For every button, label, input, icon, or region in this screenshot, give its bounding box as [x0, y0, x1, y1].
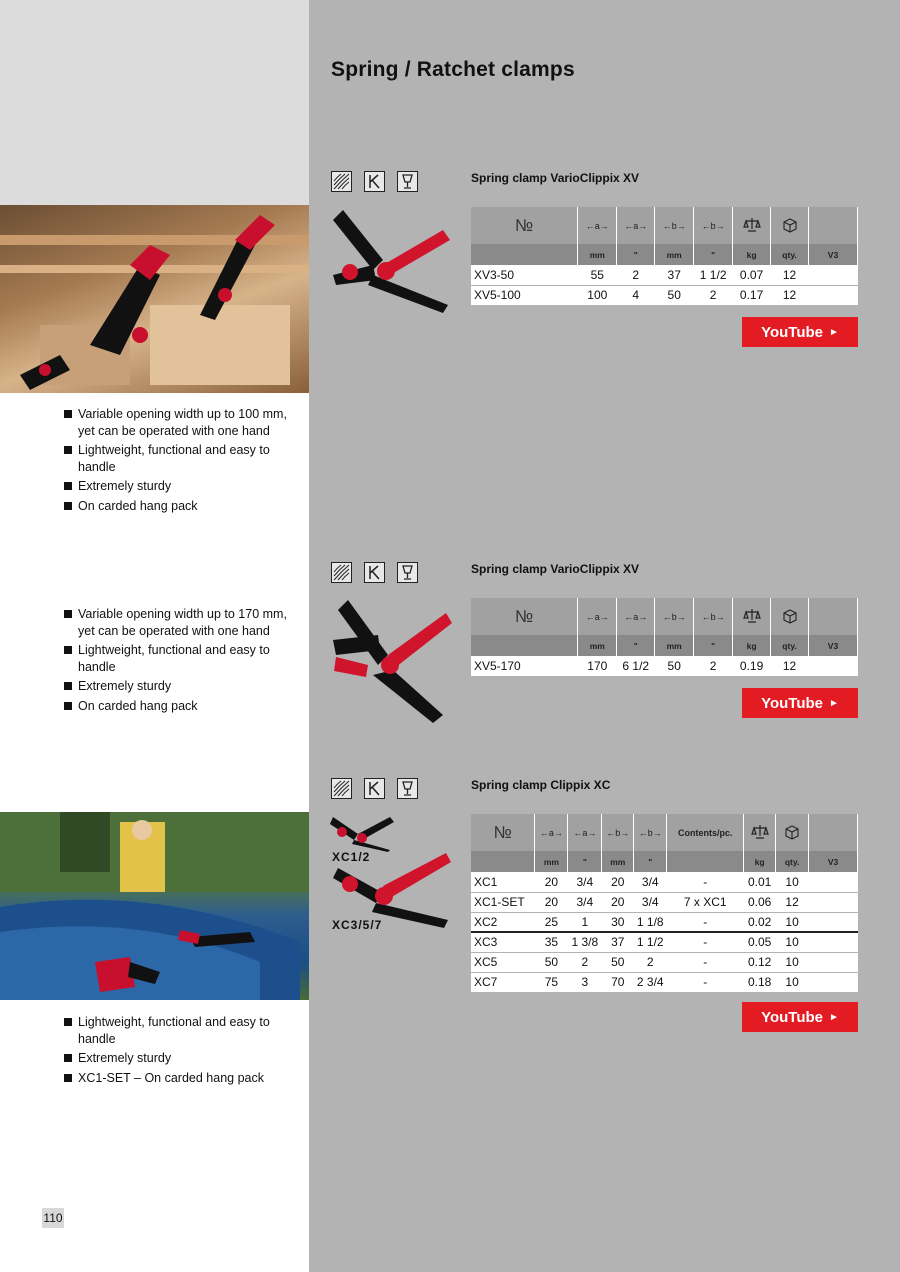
table-cell: 25	[535, 912, 568, 932]
play-icon: ►	[829, 1011, 839, 1023]
table-cell: 7 x XC1	[667, 892, 744, 912]
table-cell: 12	[776, 892, 809, 912]
feature-item: XC1-SET – On carded hang pack	[64, 1070, 304, 1087]
unit-cell: qty.	[771, 635, 809, 656]
table-cell: 12	[771, 265, 809, 285]
feature-item: On carded hang pack	[64, 698, 304, 715]
unit-cell: kg	[744, 851, 776, 872]
v3-header	[809, 207, 858, 244]
dim-a-icon: ←a→	[578, 598, 617, 635]
article-number: XV5-170	[471, 656, 578, 676]
table-cell: 100	[578, 285, 617, 305]
feature-item: Lightweight, functional and easy to handle	[64, 1014, 304, 1047]
unit-cell: "	[617, 244, 655, 265]
article-number: XC2	[471, 912, 535, 932]
table-cell: 12	[771, 285, 809, 305]
photo-tarp-clamps	[0, 812, 309, 1000]
table-cell: 2 3/4	[634, 972, 667, 992]
feature-list-3	[64, 1014, 304, 1089]
section-title: Spring clamp VarioClippix XV	[471, 171, 640, 185]
article-number: XC7	[471, 972, 535, 992]
table-cell: -	[667, 912, 744, 932]
table-cell: 50	[655, 656, 694, 676]
table-cell: 0.07	[733, 265, 771, 285]
table-row	[471, 912, 858, 932]
article-number: XC5	[471, 952, 535, 972]
table-cell: 35	[535, 932, 568, 952]
unit-cell: "	[568, 851, 602, 872]
table-cell: 1	[568, 912, 602, 932]
article-number: XV5-100	[471, 285, 578, 305]
table-row	[471, 872, 858, 892]
table-cell: -	[667, 932, 744, 952]
feature-item: Variable opening width up to 100 mm, yet can be operated with one hand	[64, 406, 304, 439]
table-cell: 20	[602, 892, 634, 912]
table-cell	[809, 892, 858, 912]
table-cell: 0.02	[744, 912, 776, 932]
unit-cell: qty.	[776, 851, 809, 872]
wood-grain-icon	[331, 171, 352, 192]
youtube-button[interactable]	[742, 688, 858, 718]
table-cell	[809, 912, 858, 932]
number-header: №	[471, 598, 578, 635]
number-header: №	[471, 814, 535, 851]
table-cell: 0.12	[744, 952, 776, 972]
dim-b-icon: ←b→	[694, 598, 733, 635]
table-cell: 3/4	[568, 872, 602, 892]
wood-grain-icon	[331, 562, 352, 583]
table-row	[471, 932, 858, 952]
table-row	[471, 656, 858, 676]
unit-cell: "	[617, 635, 655, 656]
page-number: 110	[42, 1208, 64, 1228]
youtube-button[interactable]	[742, 317, 858, 347]
v3-header	[809, 814, 858, 851]
article-number: XC3	[471, 932, 535, 952]
youtube-label: YouTube	[761, 323, 824, 341]
unit-cell: qty.	[771, 244, 809, 265]
youtube-label: YouTube	[761, 1008, 824, 1026]
clamp-xc12-image	[328, 812, 398, 852]
table-cell: 37	[602, 932, 634, 952]
table-cell: 0.06	[744, 892, 776, 912]
dim-b-icon: ←b→	[694, 207, 733, 244]
page-title: Spring / Ratchet clamps	[331, 58, 575, 81]
k-logo-icon	[364, 778, 385, 799]
weight-icon	[733, 207, 771, 244]
table-cell: 10	[776, 952, 809, 972]
glass-icon	[397, 171, 418, 192]
table-cell: 3/4	[634, 892, 667, 912]
clamp-xv-image	[328, 205, 453, 315]
table-cell	[809, 285, 858, 305]
table-cell	[809, 952, 858, 972]
dim-a-icon: ←a→	[568, 814, 602, 851]
youtube-button[interactable]	[742, 1002, 858, 1032]
feature-item: On carded hang pack	[64, 498, 304, 515]
table-row	[471, 892, 858, 912]
unit-cell: mm	[655, 635, 694, 656]
table-cell: 1 1/8	[634, 912, 667, 932]
spec-table-2	[471, 598, 858, 677]
spec-table-1	[471, 207, 858, 306]
dim-b-icon: ←b→	[655, 207, 694, 244]
k-logo-icon	[364, 562, 385, 583]
dim-b-icon: ←b→	[655, 598, 694, 635]
table-cell: 50	[602, 952, 634, 972]
clamp-xc357-image	[328, 848, 453, 928]
left-top-band	[0, 0, 309, 205]
table-cell: 6 1/2	[617, 656, 655, 676]
glass-icon	[397, 778, 418, 799]
table-cell	[809, 932, 858, 952]
play-icon: ►	[829, 697, 839, 709]
table-cell: 10	[776, 912, 809, 932]
unit-cell: mm	[602, 851, 634, 872]
table-cell: 1 1/2	[694, 265, 733, 285]
dim-a-icon: ←a→	[617, 207, 655, 244]
table-cell	[809, 265, 858, 285]
wood-grain-icon	[331, 778, 352, 799]
table-cell: 3	[568, 972, 602, 992]
article-number: XV3-50	[471, 265, 578, 285]
table-cell: -	[667, 972, 744, 992]
feature-item: Lightweight, functional and easy to handle	[64, 642, 304, 675]
image-label: XC1/2	[332, 850, 371, 864]
table-cell: 30	[602, 912, 634, 932]
symbol-row-1	[331, 171, 418, 192]
table-cell: 2	[694, 285, 733, 305]
unit-cell: kg	[733, 244, 771, 265]
dim-b-icon: ←b→	[634, 814, 667, 851]
symbol-row-3	[331, 778, 418, 799]
article-number: XC1	[471, 872, 535, 892]
table-cell: 0.19	[733, 656, 771, 676]
feature-item: Extremely sturdy	[64, 1050, 304, 1067]
feature-item: Extremely sturdy	[64, 678, 304, 695]
unit-cell: mm	[578, 244, 617, 265]
unit-cell: V3	[809, 851, 858, 872]
contents-header: Contents/pc.	[667, 814, 744, 851]
feature-item: Lightweight, functional and easy to handle	[64, 442, 304, 475]
table-cell	[809, 656, 858, 676]
dim-b-icon: ←b→	[602, 814, 634, 851]
unit-cell: mm	[578, 635, 617, 656]
dim-a-icon: ←a→	[535, 814, 568, 851]
table-cell: 50	[655, 285, 694, 305]
image-label: XC3/5/7	[332, 918, 383, 932]
unit-cell: V3	[809, 244, 858, 265]
table-cell: 20	[535, 872, 568, 892]
table-cell: 55	[578, 265, 617, 285]
table-row	[471, 285, 858, 305]
dim-a-icon: ←a→	[578, 207, 617, 244]
k-logo-icon	[364, 171, 385, 192]
table-cell: 75	[535, 972, 568, 992]
table-cell: 20	[602, 872, 634, 892]
table-cell	[809, 972, 858, 992]
table-cell: 50	[535, 952, 568, 972]
dim-a-icon: ←a→	[617, 598, 655, 635]
unit-cell: V3	[809, 635, 858, 656]
box-icon	[771, 598, 809, 635]
v3-header	[809, 598, 858, 635]
table-cell: 2	[694, 656, 733, 676]
unit-cell: mm	[655, 244, 694, 265]
symbol-row-2	[331, 562, 418, 583]
table-cell: 3/4	[634, 872, 667, 892]
unit-cell: "	[634, 851, 667, 872]
box-icon	[776, 814, 809, 851]
section-title: Spring clamp VarioClippix XV	[471, 562, 640, 576]
unit-cell: "	[694, 635, 733, 656]
table-cell: 2	[634, 952, 667, 972]
feature-item: Extremely sturdy	[64, 478, 304, 495]
table-cell: -	[667, 872, 744, 892]
table-row	[471, 265, 858, 285]
unit-cell	[667, 851, 744, 872]
table-row	[471, 972, 858, 992]
photo-clamps-on-wood	[0, 205, 309, 393]
unit-cell: kg	[733, 635, 771, 656]
number-header: №	[471, 207, 578, 244]
weight-icon	[744, 814, 776, 851]
table-cell: 0.01	[744, 872, 776, 892]
table-cell: 12	[771, 656, 809, 676]
table-cell: 10	[776, 932, 809, 952]
unit-cell	[471, 244, 578, 265]
table-cell: 0.17	[733, 285, 771, 305]
table-cell: 2	[617, 265, 655, 285]
table-cell: 10	[776, 872, 809, 892]
table-cell	[809, 872, 858, 892]
clamp-xv170-image	[328, 595, 453, 725]
feature-list-1	[64, 406, 304, 517]
youtube-label: YouTube	[761, 694, 824, 712]
table-cell: 3/4	[568, 892, 602, 912]
table-cell: 37	[655, 265, 694, 285]
table-cell: 1 1/2	[634, 932, 667, 952]
table-cell: 20	[535, 892, 568, 912]
table-cell: 0.18	[744, 972, 776, 992]
table-cell: 170	[578, 656, 617, 676]
table-cell: 1 3/8	[568, 932, 602, 952]
article-number: XC1-SET	[471, 892, 535, 912]
box-icon	[771, 207, 809, 244]
spec-table-3	[471, 814, 858, 993]
table-cell: 4	[617, 285, 655, 305]
weight-icon	[733, 598, 771, 635]
table-cell: 10	[776, 972, 809, 992]
table-cell: -	[667, 952, 744, 972]
table-row	[471, 952, 858, 972]
table-cell: 2	[568, 952, 602, 972]
table-cell: 70	[602, 972, 634, 992]
unit-cell	[471, 851, 535, 872]
feature-list-2	[64, 606, 304, 717]
feature-item: Variable opening width up to 170 mm, yet can be operated with one hand	[64, 606, 304, 639]
section-title: Spring clamp Clippix XC	[471, 778, 611, 792]
unit-cell: "	[694, 244, 733, 265]
unit-cell: mm	[535, 851, 568, 872]
table-cell: 0.05	[744, 932, 776, 952]
play-icon: ►	[829, 326, 839, 338]
glass-icon	[397, 562, 418, 583]
unit-cell	[471, 635, 578, 656]
